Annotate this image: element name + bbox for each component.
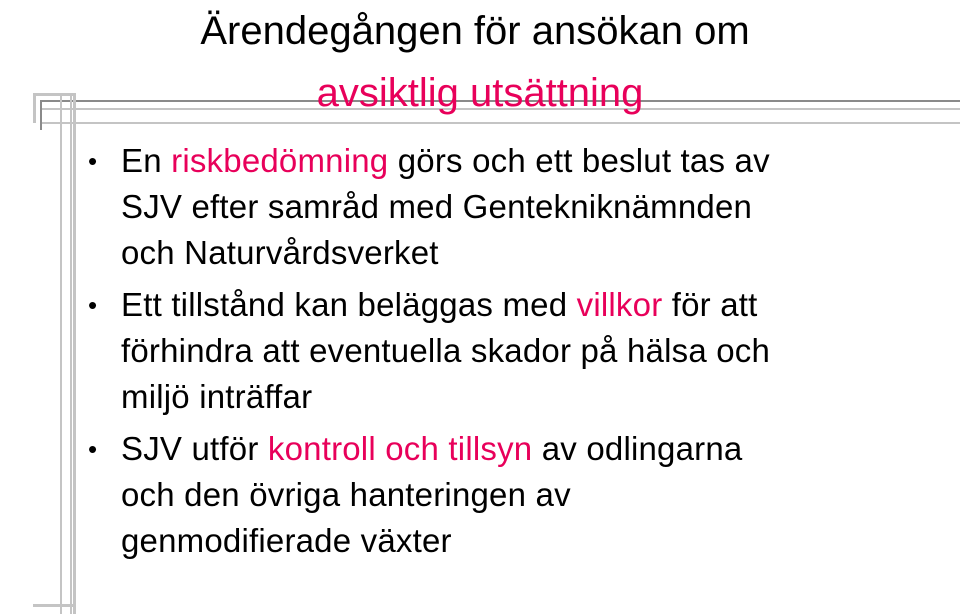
bullet-item-2 (88, 282, 948, 420)
bullet-1-line-1 (121, 138, 948, 184)
highlight-riskbedomning: riskbedömning (171, 142, 389, 179)
frame-line-bottom (33, 604, 75, 607)
text-segment: En (121, 142, 172, 179)
frame-line-top-4 (40, 122, 960, 124)
highlight-kontroll-och-tillsyn: kontroll och tillsyn (267, 430, 533, 467)
bullet-2-line-1 (121, 282, 948, 328)
slide-title-line-2: avsiktlig utsättning (316, 71, 644, 115)
text-segment: görs och ett beslut tas av (388, 142, 770, 179)
bullet-dot-icon: • (88, 434, 98, 464)
frame-line-left-3 (60, 93, 62, 614)
text-segment: SJV utför (121, 430, 268, 467)
frame-line-left-5 (73, 93, 76, 614)
bullet-2-line-3: miljö inträffar (121, 378, 313, 415)
bullet-dot-icon: • (88, 146, 98, 176)
bullet-list (88, 138, 948, 570)
text-segment: för att (662, 286, 758, 323)
bullet-3-line-3: genmodifierade växter (121, 522, 452, 559)
slide-title-line-1: Ärendegången för ansökan om (200, 9, 750, 53)
highlight-villkor: villkor (576, 286, 663, 323)
bullet-1-line-2: SJV efter samråd med Gentekniknämnden (121, 188, 753, 225)
text-segment: av odlingarna (532, 430, 743, 467)
bullet-item-1 (88, 138, 948, 276)
bullet-item-3 (88, 426, 948, 564)
bullet-dot-icon: • (88, 290, 98, 320)
text-segment: Ett tillstånd kan beläggas med (121, 286, 577, 323)
bullet-2-line-2: förhindra att eventuella skador på hälsa och (121, 332, 771, 369)
bullet-3-line-1 (121, 426, 948, 472)
bullet-1-line-3: och Naturvårdsverket (121, 234, 439, 271)
bullet-3-line-2: och den övriga hanteringen av (121, 476, 571, 513)
frame-line-left-4 (70, 93, 72, 614)
